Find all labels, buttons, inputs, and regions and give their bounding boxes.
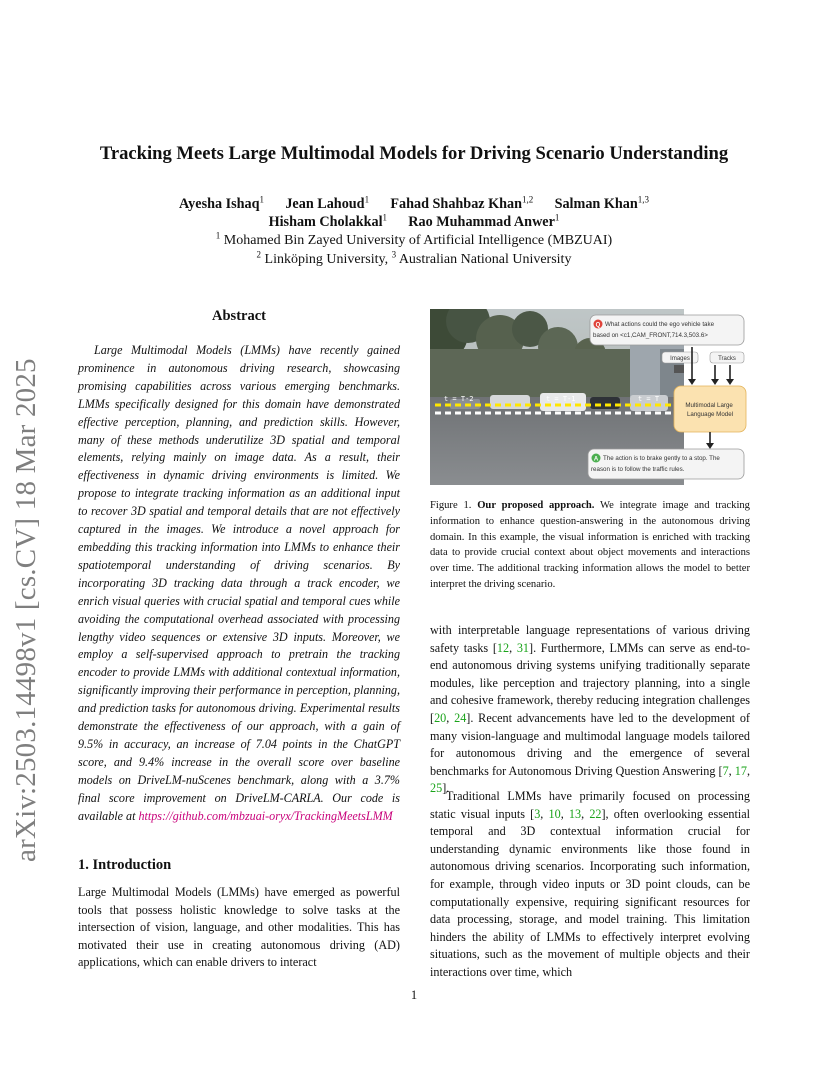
question-badge: Q [595, 322, 601, 329]
paragraph-body [430, 788, 750, 982]
aff-text: Australian National University [398, 252, 572, 267]
paragraph-text: ]. [442, 781, 450, 796]
citation-link[interactable]: 25 [430, 781, 443, 796]
page-number: 1 [410, 988, 418, 1002]
time-label: t = T [638, 395, 660, 403]
question-line: What actions could the ego vehicle take [605, 321, 715, 328]
question-box [590, 315, 744, 345]
time-label: t = T-2 [444, 395, 474, 403]
paragraph-text: , [446, 710, 455, 725]
figure-1-caption [430, 498, 750, 593]
paragraph-text: , [509, 640, 517, 655]
paper-title: Tracking Meets Large Multimodal Models for Driving Scenario Understanding [99, 143, 729, 164]
author-sup: 1,3 [637, 194, 650, 205]
answer-line: reason is to follow the traffic rules. [591, 466, 685, 473]
paragraph-text: , [560, 806, 569, 821]
time-label: t = T-1 [546, 395, 576, 403]
citation-link[interactable]: 20 [434, 710, 447, 725]
model-label-line: Multimodal Large [685, 402, 733, 409]
right-paragraph-2 [430, 788, 750, 982]
authors-line-1 [0, 196, 828, 213]
author: Salman Khan [554, 196, 638, 212]
arxiv-stamp[interactable]: arXiv:2503.14498v1 [cs.CV] 18 Mar 2025 [10, 358, 42, 862]
author-sup: 1,2 [522, 194, 534, 205]
citation-link[interactable]: 12 [496, 640, 510, 655]
section-heading-introduction: 1. Introduction [78, 857, 172, 873]
caption-text: We integrate image and tracking information to enhance question-answering in the autonomous driving domain. In this example, the visual information is enriched with tracking data to provide crucial context about object movements and interactions over time. The additional tracking information allows the model to better interpret the driving scenario. [430, 500, 750, 590]
paragraph-body [430, 622, 750, 798]
affiliation-1 [0, 230, 828, 249]
model-label-line: Language Model [686, 411, 734, 418]
author: Jean Lahoud [285, 196, 365, 212]
aff-sup: 3 [391, 249, 397, 260]
answer-box [588, 449, 744, 479]
author: Fahad Shahbaz Khan [390, 196, 523, 212]
right-paragraph-1 [430, 622, 750, 798]
author: Hisham Cholakkal [268, 214, 383, 230]
author: Rao Muhammad Anwer [408, 214, 555, 230]
aff-sup: 2 [256, 249, 262, 260]
author-sup: 1 [259, 194, 265, 205]
affiliation-2 [0, 249, 828, 268]
caption-prefix: Figure 1. [430, 500, 478, 511]
paragraph-text: , [540, 806, 549, 821]
aff-text: Mohamed Bin Zayed University of Artificial Intelligence (MBZUAI) [223, 233, 613, 248]
citation-link[interactable]: 24 [454, 710, 467, 725]
paragraph-text: , [728, 763, 735, 778]
arrow-heads [688, 379, 734, 385]
aff-text: Linköping University, [264, 252, 392, 267]
abstract-text: Large Multimodal Models (LMMs) have recently gained prominence in autonomous driving research, showcasing promising capabilities across various emerging benchmarks. LMMs specifically designed for this domain have demonstrated effective perception, planning, and prediction skills. However, many of these methods underutilize 3D spatial and temporal elements, relying mainly on image data. As a result, their effectiveness in dynamic driving environments is limited. We propose to integrate tracking information as an additional input to recover 3D spatial and temporal details that are not effectively captured in the images. We introduce a novel approach for embedding this tracking information into LMMs to enhance their spatiotemporal understanding of driving scenarios. By incorporating 3D tracking data through a track encoder, we enrich visual queries with crucial spatial and temporal cues while avoiding the computational overhead associated with processing lengthy video sequences or extensive 3D inputs. Moreover, we employ a self-supervised approach to pretrain the tracking encoder to provide LMMs with additional contextual information, significantly improving their performance in perception, planning, and prediction tasks for autonomous driving. Experimental results demonstrate the effectiveness of our approach, with a gain of 9.5% in accuracy, an increase of 7.04 points in the ChatGPT score, and 9.4% increase in the overall score over baseline models on DriveLM-nuScenes benchmark, along with a 3.7% final score improvement on DriveLM-CARLA. Our code is available at [78, 343, 400, 823]
citation-link[interactable]: 17 [734, 763, 747, 778]
citation-link[interactable]: 7 [722, 763, 729, 778]
answer-line: The action is to brake gently to a stop. The [603, 455, 720, 462]
model-box [674, 386, 746, 432]
author-sup: 1 [554, 212, 560, 223]
paragraph-text: ]. Recent advancements have led to the development of many vision-language and multimodal language models tailored for autonomous driving and the emergence of several benchmarks for Autonomous Driving Question Answering [ [430, 710, 750, 778]
citation-link[interactable]: 3 [534, 806, 541, 821]
paragraph-text: with interpretable language representations of various driving safety tasks [ [430, 623, 750, 655]
introduction-paragraph: Large Multimodal Models (LMMs) have emerged as powerful tools that possess holistic knowledge to solve tasks at the intersection of vision, language, and other modalities. This has motivated their use in creating autonomous driving (AD) applications, which can enable drivers to interact [78, 885, 400, 970]
code-link[interactable]: https://github.com/mbzuai-oryx/TrackingMeetsLMM [138, 808, 393, 823]
aff-sup: 1 [215, 230, 221, 241]
abstract-body [78, 342, 400, 825]
paragraph-text: ], often overlooking essential temporal and 3D contextual information crucial for understanding dynamic environments like those found in autonomous driving scenarios. Incorporating such information, for example, through video inputs or 3D point clouds, can be computationally expensive, requiring significant resources for data processing, storage, and model training. This limitation hinders the ability of LMMs to effectively interpret evolving situations, such as the movement of multiple objects and their interactions over time, which [430, 806, 751, 979]
citation-link[interactable]: 22 [589, 806, 602, 821]
answer-badge: A [593, 456, 599, 463]
citation-link[interactable]: 10 [548, 806, 561, 821]
paragraph-text: Traditional LMMs have primarily focused on processing static visual inputs [ [430, 789, 750, 821]
image-stack-icon [674, 365, 684, 373]
author: Ayesha Ishaq [178, 196, 260, 212]
author-sup: 1 [364, 194, 370, 205]
citation-link[interactable]: 13 [568, 806, 582, 821]
images-label: Images [670, 356, 690, 362]
authors-line-2 [0, 214, 828, 231]
paragraph-text: ]. Furthermore, LMMs can serve as end-to-end autonomous driving systems unifying traditionally separate modules, like perception and trajectory planning, into a single and cohesive framework, thereby reducing integration challenges [ [430, 640, 751, 725]
author-sup: 1 [382, 212, 388, 223]
question-line: based on <c1,CAM_FRONT,714.3,503.6> [593, 332, 708, 339]
citation-link[interactable]: 31 [516, 640, 530, 655]
abstract-heading: Abstract [212, 308, 266, 324]
tracks-label: Tracks [718, 356, 736, 362]
caption-bold: Our proposed approach. [477, 500, 595, 511]
paragraph-text: , [746, 763, 750, 778]
driving-scene-figure [430, 309, 748, 485]
figure-1 [430, 309, 748, 485]
paragraph-text: , [581, 806, 590, 821]
output-arrow-head [706, 443, 714, 449]
